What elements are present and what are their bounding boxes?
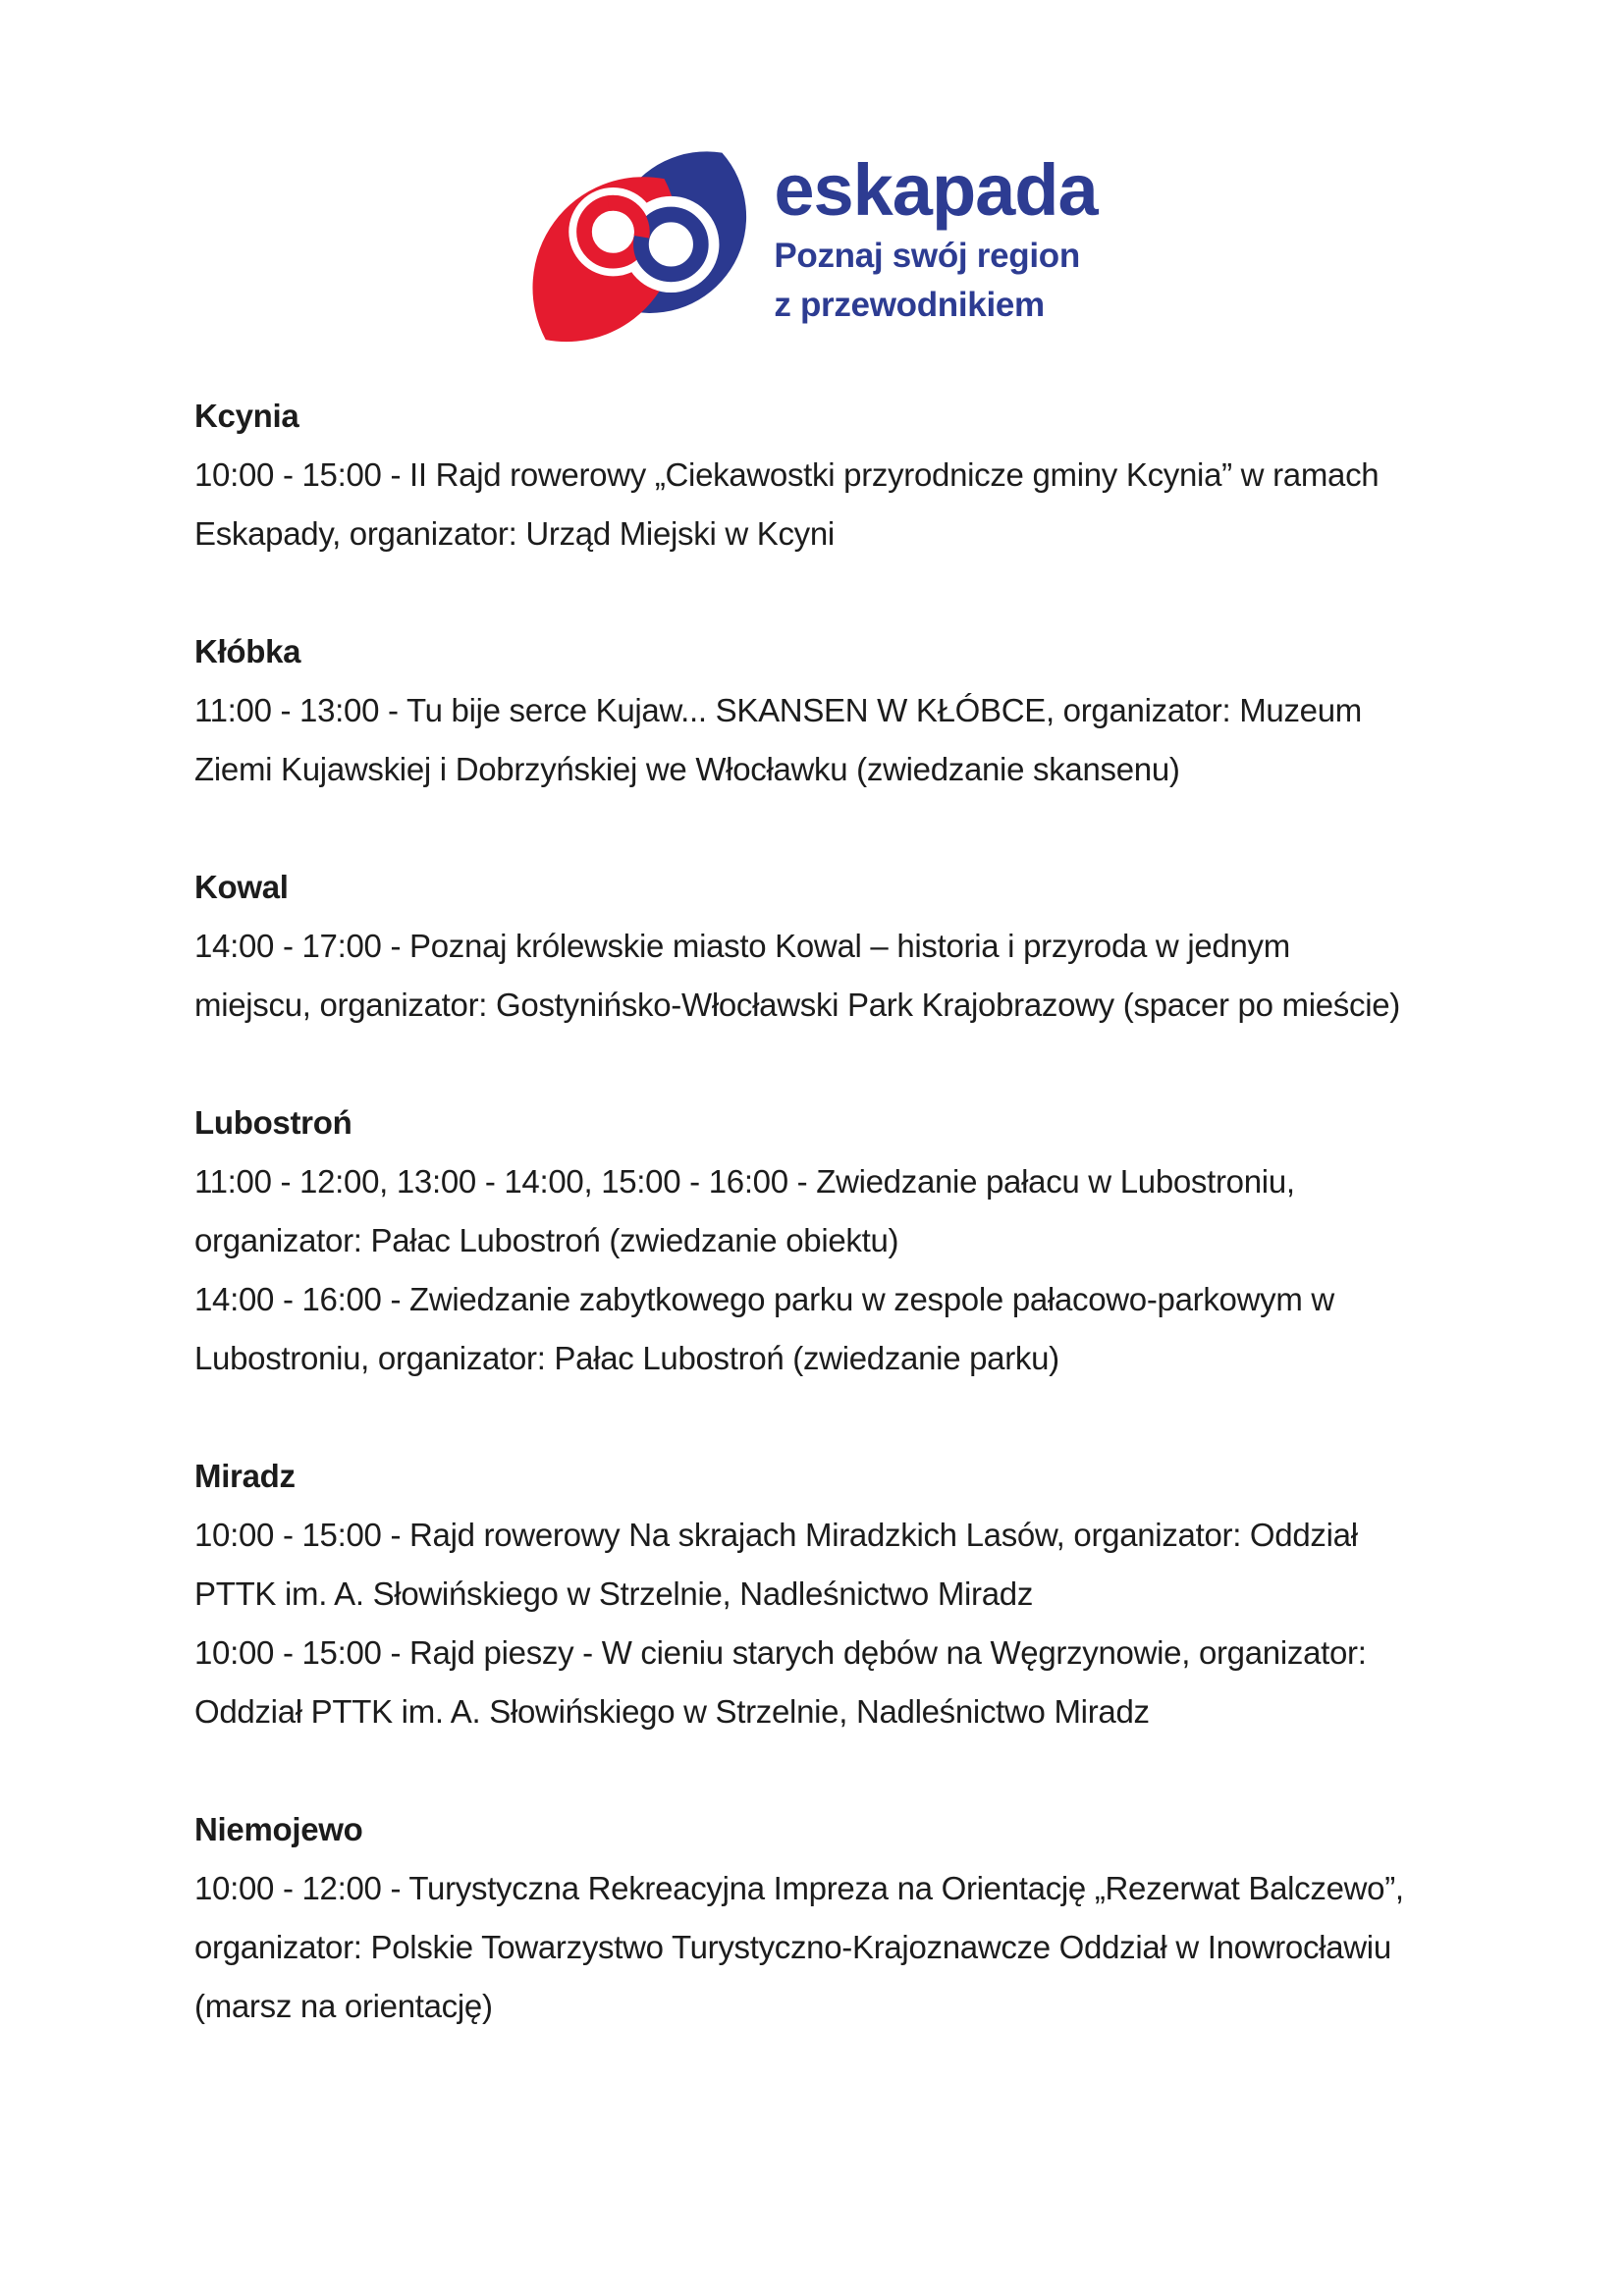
- event-line: 10:00 - 15:00 - Rajd rowerowy Na skrajach Miradzkich Lasów, organizator: Oddział: [194, 1517, 1358, 1553]
- event-line: miejscu, organizator: Gostynińsko-Włocławski Park Krajobrazowy (spacer po mieście): [194, 987, 1400, 1023]
- section-title: Lubostroń: [194, 1104, 352, 1141]
- section-title: Miradz: [194, 1458, 296, 1494]
- event-line: 10:00 - 15:00 - Rajd pieszy - W cieniu starych dębów na Węgrzynowie, organizator:: [194, 1634, 1367, 1671]
- event-line: 10:00 - 15:00 - II Rajd rowerowy „Ciekawostki przyrodnicze gminy Kcynia” w ramach: [194, 456, 1380, 493]
- event-line: 10:00 - 12:00 - Turystyczna Rekreacyjna Impreza na Orientację „Rezerwat Balczewo”,: [194, 1870, 1404, 1906]
- event-line: PTTK im. A. Słowińskiego w Strzelnie, Nadleśnictwo Miradz: [194, 1575, 1034, 1612]
- section-title: Kłóbka: [194, 633, 301, 669]
- event-line: 11:00 - 13:00 - Tu bije serce Kujaw... SKANSEN W KŁÓBCE, organizator: Muzeum: [194, 692, 1362, 728]
- event-section: [194, 387, 1457, 563]
- event-line: Oddział PTTK im. A. Słowińskiego w Strzelnie, Nadleśnictwo Miradz: [194, 1693, 1150, 1730]
- section-title: Kcynia: [194, 398, 299, 434]
- event-section: [194, 858, 1457, 1035]
- logo: [0, 0, 1624, 347]
- tagline-line-1: Poznaj swój region: [774, 237, 1080, 275]
- section-title: Niemojewo: [194, 1811, 363, 1847]
- event-section: [194, 1800, 1457, 2036]
- events-list: [0, 387, 1624, 2036]
- event-line: 14:00 - 16:00 - Zwiedzanie zabytkowego parku w zespole pałacowo-parkowym w: [194, 1281, 1334, 1317]
- event-line: 11:00 - 12:00, 13:00 - 14:00, 15:00 - 16:00 - Zwiedzanie pałacu w Lubostroniu,: [194, 1163, 1295, 1200]
- event-line: organizator: Pałac Lubostroń (zwiedzanie obiektu): [194, 1222, 899, 1258]
- event-line: Ziemi Kujawskiej i Dobrzyńskiej we Włocławku (zwiedzanie skansenu): [194, 751, 1180, 787]
- event-line: Eskapady, organizator: Urząd Miejski w Kcyni: [194, 515, 835, 552]
- event-line: Lubostroniu, organizator: Pałac Lubostroń (zwiedzanie parku): [194, 1340, 1059, 1376]
- event-line: (marsz na orientację): [194, 1988, 493, 2024]
- brand-name: eskapada: [774, 149, 1098, 231]
- event-line: organizator: Polskie Towarzystwo Turystyczno-Krajoznawcze Oddział w Inowrocławiu: [194, 1929, 1391, 1965]
- section-title: Kowal: [194, 869, 289, 905]
- event-line: 14:00 - 17:00 - Poznaj królewskie miasto Kowal – historia i przyroda w jednym: [194, 928, 1290, 964]
- eskapada-logo-icon: [526, 135, 748, 347]
- tagline-line-2: z przewodnikiem: [774, 286, 1045, 324]
- event-section: [194, 1094, 1457, 1388]
- event-section: [194, 622, 1457, 799]
- logo-text-block: [774, 135, 1097, 328]
- event-section: [194, 1447, 1457, 1741]
